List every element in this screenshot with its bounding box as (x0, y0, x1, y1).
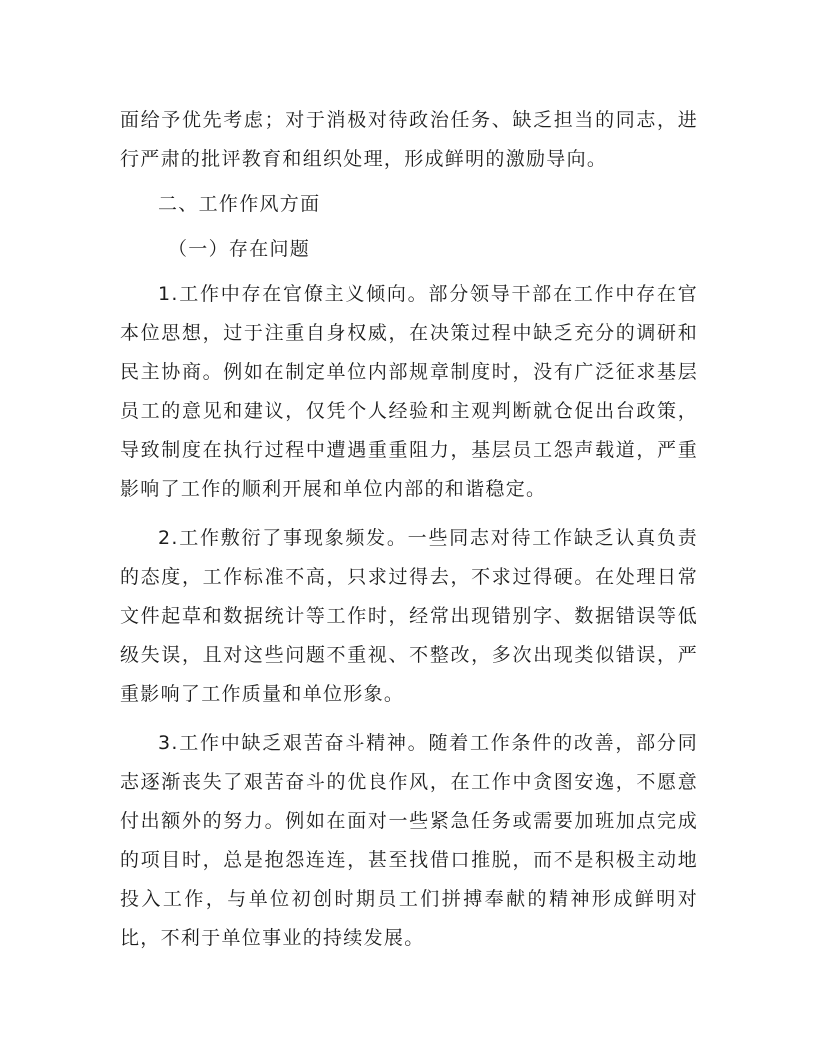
issue-paragraph-1: 1.工作中存在官僚主义倾向。部分领导干部在工作中存在官本位思想，过于注重自身权威，在决策过程中缺乏充分的调研和民主协商。例如在制定单位内部规章制度时，没有广泛征求基层员工的意见和建议，仅凭个人经验和主观判断就仓促出台政策，导致制度在执行过程中遭遇重重阻力，基层员工怨声载道，严重影响了工作的顺利开展和单位内部的和谐稳定。 (120, 283, 698, 500)
issue-paragraph-2: 2.工作敷衍了事现象频发。一些同志对待工作缺乏认真负责的态度，工作标准不高，只求过得去，不求过得硬。在处理日常文件起草和数据统计等工作时，经常出现错别字、数据错误等低级失误，且对这些问题不重视、不整改，多次出现类似错误，严重影响了工作质量和单位形象。 (120, 527, 698, 705)
document-body (120, 101, 698, 958)
spacer (120, 714, 698, 724)
continuation-paragraph: 面给予优先考虑；对于消极对待政治任务、缺乏担当的同志，进行严肃的批评教育和组织处理，形成鲜明的激励导向。 (120, 109, 698, 170)
subsection-heading: （一）存在问题 (168, 238, 311, 260)
spacer (120, 509, 698, 519)
issue-paragraph-3: 3.工作中缺乏艰苦奋斗精神。随着工作条件的改善，部分同志逐渐丧失了艰苦奋斗的优良作风，在工作中贪图安逸，不愿意付出额外的努力。例如在面对一些紧急任务或需要加班加点完成的项目时，总是抱怨连连，甚至找借口推脱，而不是积极主动地投入工作，与单位初创时期员工们拼搏奉献的精神形成鲜明对比，不利于单位事业的持续发展。 (120, 732, 698, 949)
section-heading: 二、工作作风方面 (158, 193, 321, 215)
